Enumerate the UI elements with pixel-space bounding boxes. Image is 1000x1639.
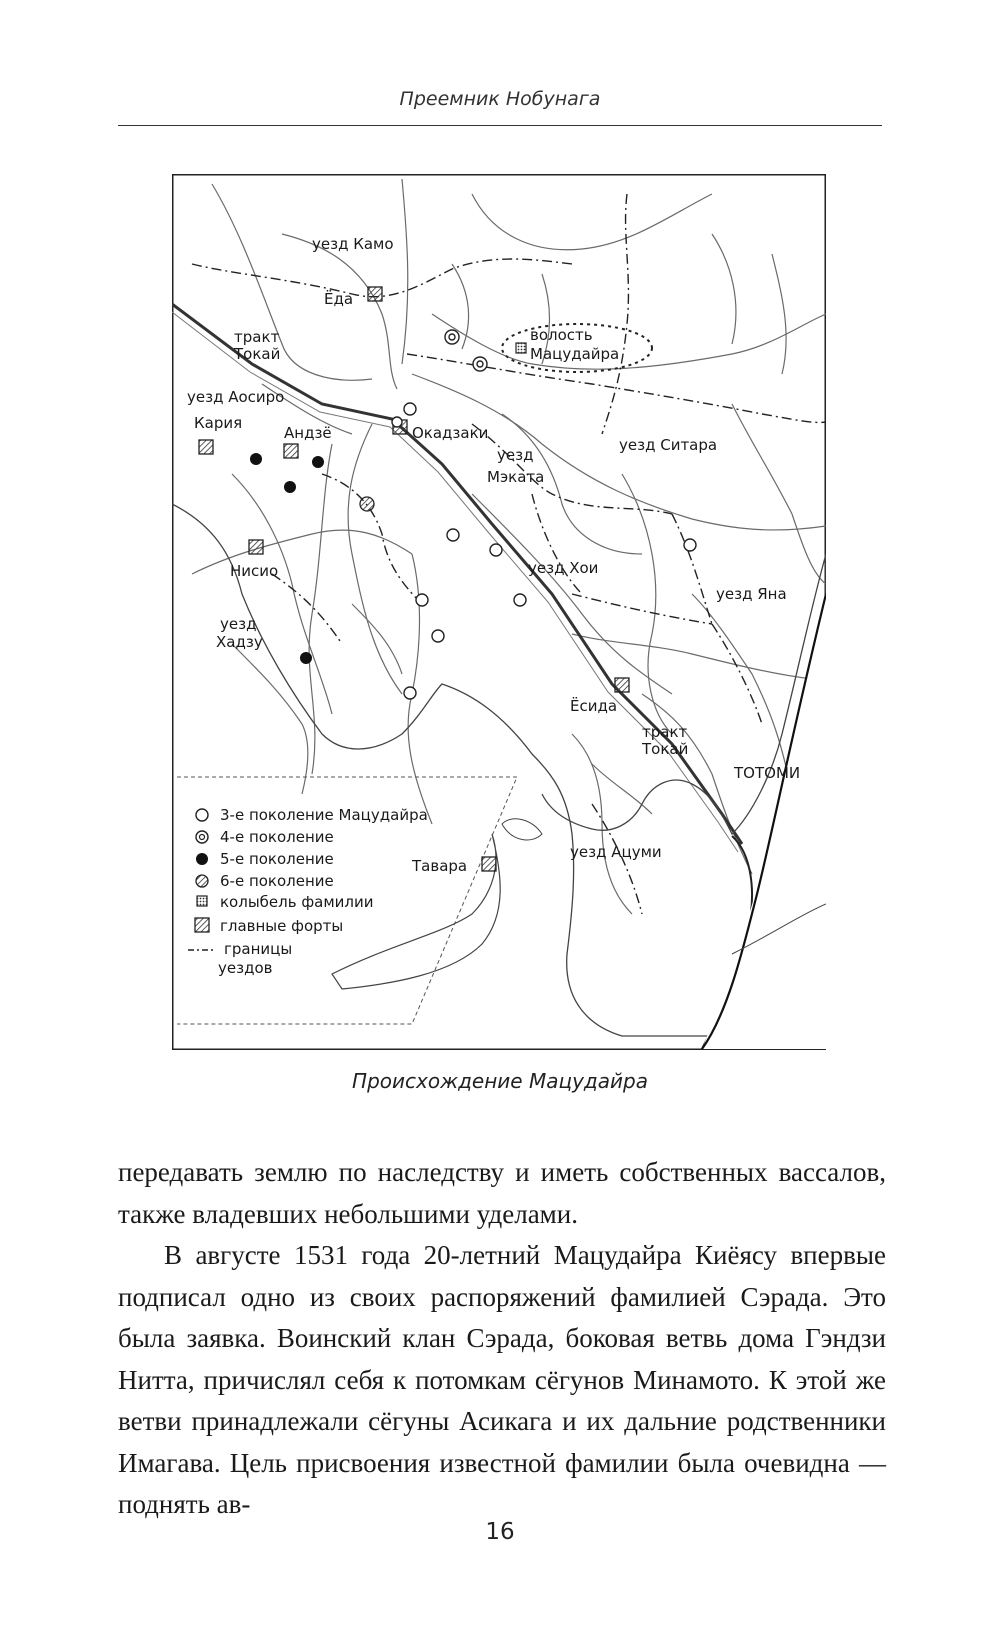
legend-label-0: 3-е поколение Мацудайра [220, 806, 428, 824]
label-trakt-tokai-1-line2: Токай [234, 345, 281, 363]
label-hadzu-line2: Хадзу [216, 633, 263, 651]
legend-label-6-line2: уездов [218, 959, 273, 977]
legend-label-5: главные форты [220, 917, 344, 935]
legend-open-circle [196, 809, 208, 821]
map-svg [172, 174, 826, 1050]
legend-filled-circle [196, 853, 208, 865]
label-meketa-line2: Мэката [487, 468, 545, 486]
label-hadzu [216, 615, 263, 651]
label-trakt-tokai-2 [641, 723, 692, 758]
gen6-marker [360, 497, 374, 511]
fort-eda [368, 287, 382, 301]
legend-label-1: 4-е поколение [220, 828, 334, 846]
label-eda: Ёда [324, 290, 354, 308]
fort-tavara [482, 857, 496, 871]
label-trakt-tokai-2-line1: тракт [642, 723, 688, 741]
label-totomi: ТОТОМИ [734, 764, 801, 782]
cradle-marker [516, 343, 526, 353]
figure-caption: Происхождение Мацудайра [352, 1069, 648, 1093]
header-rule [118, 125, 882, 126]
fort-kariya [199, 440, 213, 454]
fort-nisio [249, 540, 263, 554]
legend-label-3: 6-е поколение [220, 872, 334, 890]
label-trakt-tokai-2-line2: Токай [642, 740, 689, 758]
label-nisio: Нисио [230, 562, 279, 580]
label-hadzu-line1: уезд [220, 615, 257, 633]
fort-esida [615, 678, 629, 692]
label-kamo: уезд Камо [312, 235, 394, 253]
legend-hatched-square [195, 918, 209, 932]
fort-andze [284, 444, 298, 458]
label-meketa-line1: уезд [497, 446, 534, 464]
label-trakt-tokai-1 [233, 328, 284, 363]
paragraph-2: В августе 1531 года 20-летний Мацудайра Киёясу впервые подписал одно из своих распоряжений фамилией Сэрада. Это была заявка. Воинский клан Сэрада, боковая ветвь дома Гэндзи Нитта, причислял себя к потомкам сёгунов Минамото. К этой же ветви принадлежали сёгуны Асикага и их дальние родственники Имагава. Цель присвоения известной фамилии была очевидна — поднять ав- [118, 1240, 886, 1519]
label-volost-line1: волость [530, 326, 593, 344]
label-hoi: уезд Хои [528, 559, 599, 577]
label-aosiro: уезд Аосиро [187, 388, 285, 406]
legend-label-2: 5-е поколение [220, 850, 334, 868]
label-trakt-tokai-1-line1: тракт [234, 328, 280, 346]
paragraph-1: передавать землю по наследству и иметь собственных вассалов, также владевших небольшими уделами. [118, 1157, 886, 1229]
legend-label-6-line1: границы [224, 940, 293, 958]
label-yana: уезд Яна [716, 585, 787, 603]
map-figure [172, 174, 826, 1050]
label-sitara: уезд Ситара [619, 436, 718, 454]
label-atsumi: уезд Ацуми [570, 843, 662, 861]
body-text [118, 1152, 886, 1526]
label-kariya: Кария [194, 414, 243, 432]
label-esida: Ёсида [570, 697, 618, 715]
legend-hatched-circle [196, 875, 208, 887]
running-title: Преемник Нобунага [399, 88, 601, 110]
label-andze: Андзё [284, 424, 332, 442]
label-okadzaki: Окадзаки [412, 424, 489, 442]
legend-label-4: колыбель фамилии [220, 893, 374, 911]
legend-small-square [197, 896, 207, 906]
page-number: 16 [485, 1519, 515, 1545]
label-tavara: Тавара [412, 857, 468, 875]
label-volost-line2: Мацудайра [530, 345, 620, 363]
